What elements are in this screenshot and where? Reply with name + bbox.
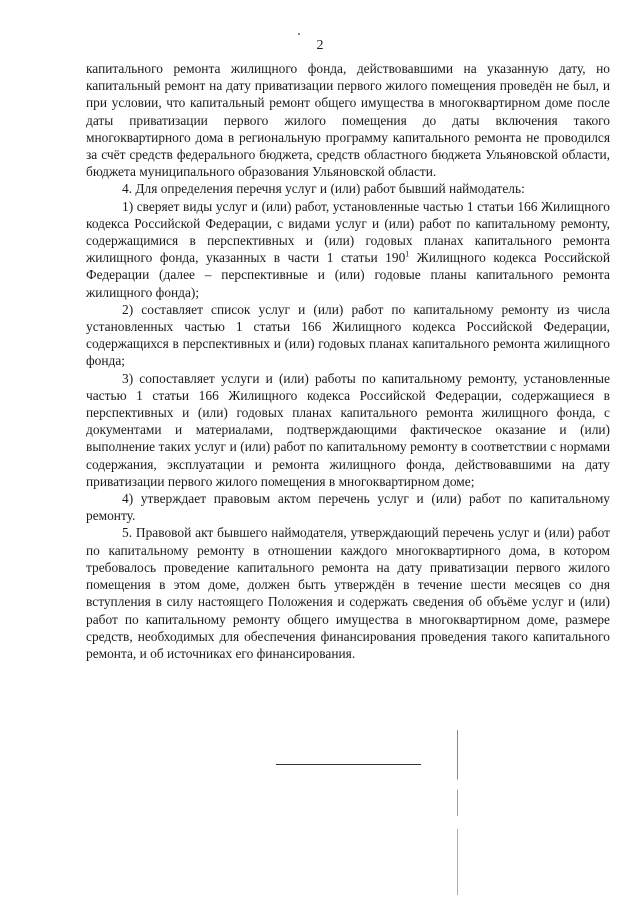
scan-speck: [298, 33, 300, 35]
paragraph-subitem-3: 3) сопоставляет услуги и (или) работы по капитальному ремонту, установленные частью 1 статьи 166 Жилищного кодекса Российской Федерации, содержащиеся в перспективных и (или) годовых планах капитального ремонта жилищного фонда, с документами и материалами, подтверждающими фактическое оказание и (или) выполнение таких услуг и (или) работ по капитальному ремонту в соответствии с нормами содержания, эксплуатации и ремонта жилищного фонда, действовавшими на дату приватизации первого жилого помещения в многоквартирном доме;: [86, 370, 610, 489]
paragraph-subitem-2: 2) составляет список услуг и (или) работ по капитальному ремонту из числа установленных частью 1 статьи 166 Жилищного кодекса Российской Федерации, содержащихся в перспективных и (или) годовых планах капитального ремонта жилищного фонда;: [86, 301, 610, 369]
paragraph-item-4: 4. Для определения перечня услуг и (или) работ бывший наймодатель:: [122, 181, 525, 197]
paragraph-subitem-1: [86, 198, 610, 301]
paragraph-continuation: капитального ремонта жилищного фонда, действовавшими на указанную дату, но капитальный ремонт на дату приватизации первого жилого помещения проведён не был, и при условии, что капитальный ремонт общего имущества в многоквартирном доме после даты приватизации первого жилого помещения до даты включения такого многоквартирного дома в региональную программу капитального ремонта не проводился за счёт средств федерального бюджета, средств областного бюджета Ульяновской области, бюджета муниципального образования Ульяновской области.: [86, 61, 610, 180]
paragraph-subitem-4: 4) утверждает правовым актом перечень услуг и (или) работ по капитальному ремонту.: [86, 491, 610, 524]
document-body: [86, 60, 610, 662]
page-number: 2: [316, 38, 324, 53]
closing-line: [276, 764, 421, 765]
paragraph-item-5: 5. Правовой акт бывшего наймодателя, утверждающий перечень услуг и (или) работ по капитальному ремонту в отношении каждого многоквартирного дома, в котором требовалось проведение капитального ремонта на дату приватизации первого жилого помещения в этом доме, должен быть утверждён в течение шести месяцев со дня вступления в силу настоящего Положения и содержать сведения об объёме услуг и (или) работ по капитальному ремонту общего имущества в многоквартирном доме, размере средств, необходимых для обеспечения финансирования проведения такого капитального ремонта, и об источниках его финансирования.: [86, 525, 610, 661]
scan-margin-mark: [457, 730, 458, 895]
subitem-1-text-a: 1) сверяет виды услуг и (или) работ, установленные частью 1 статьи 166 Жилищного кодекса Российской Федерации, с видами услуг и (или) работ по капитальному ремонту, содержащимися в перспективных и (или) годовых планах капитального ремонта жилищного фонда, указанных в части 1 статьи 190: [86, 198, 610, 266]
superscript-1: 1: [405, 249, 410, 259]
subitem-1-text-b: Жилищного кодекса Российской Федерации (далее – перспективные и (или) годовые планы капитального ремонта жилищного фонда);: [86, 250, 610, 300]
